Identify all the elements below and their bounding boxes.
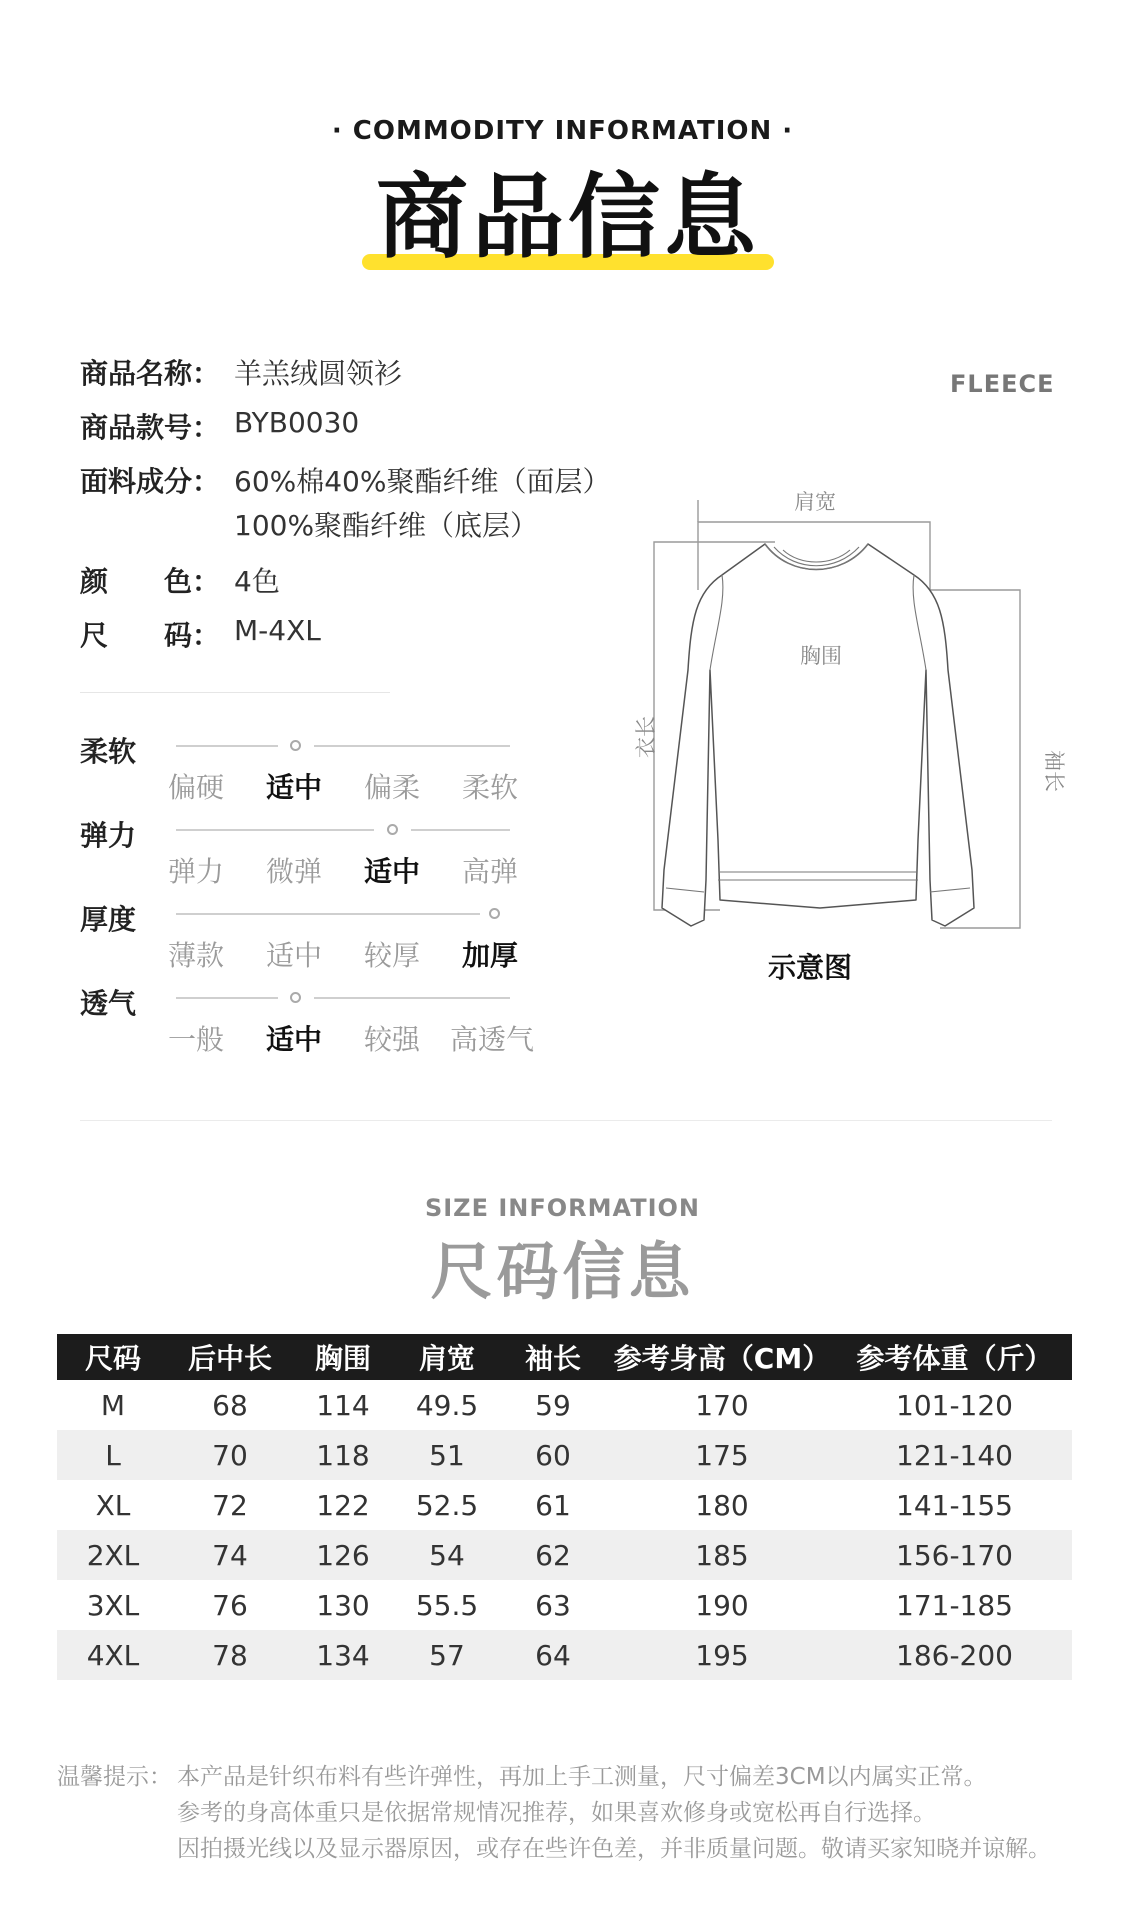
table-row (57, 1430, 1072, 1480)
softness-line-left (176, 745, 278, 747)
fabric-label: 面料成分： (80, 465, 221, 498)
softness-label: 柔软 (80, 735, 137, 768)
table-cell: M (100, 1388, 126, 1422)
size-value: M-4XL (234, 614, 321, 647)
note-line: 参考的身高体重只是依据常规情况推荐，如果喜欢修身或宽松再自行选择。 (177, 1800, 936, 1826)
length-label: 衣长 (634, 716, 658, 758)
elasticity-line-right (411, 829, 510, 831)
table-cell: 175 (607, 1430, 837, 1480)
table-cell: 171-185 (896, 1588, 1013, 1622)
table-cell: 59 (535, 1388, 571, 1422)
table-cell: 57 (395, 1630, 499, 1680)
softness-option: 偏硬 (168, 771, 225, 804)
table-cell: 2XL (57, 1530, 169, 1580)
table-row (57, 1480, 1072, 1530)
thickness-option: 薄款 (168, 939, 225, 972)
table-cell: 61 (535, 1488, 571, 1522)
table-cell: 3XL (86, 1588, 140, 1622)
table-cell: 185 (607, 1530, 837, 1580)
color-value: 4色 (234, 565, 280, 598)
color-label: 颜 色： (80, 565, 221, 598)
breathability-indicator (290, 992, 301, 1003)
table-cell: 134 (291, 1630, 395, 1680)
table-cell: 62 (499, 1530, 607, 1580)
table-cell: 101-120 (896, 1388, 1013, 1422)
table-cell: 52.5 (415, 1488, 479, 1522)
notes-prefix: 温馨提示： (57, 1764, 172, 1790)
table-cell: 126 (291, 1530, 395, 1580)
thickness-option-selected: 加厚 (462, 939, 519, 972)
table-cell: 114 (316, 1388, 370, 1422)
name-value: 羊羔绒圆领衫 (234, 357, 403, 390)
size-table-header (57, 1334, 1072, 1380)
fabric-value-outer: 60%棉40%聚酯纤维（面层） (234, 465, 611, 498)
breathability-label: 透气 (80, 987, 137, 1020)
thickness-option: 适中 (266, 939, 323, 972)
softness-option: 偏柔 (364, 771, 421, 804)
breathability-line-right (314, 997, 510, 999)
table-cell: 54 (395, 1530, 499, 1580)
commodity-title (362, 164, 774, 278)
table-cell: 195 (607, 1630, 837, 1680)
table-cell: 68 (212, 1388, 248, 1422)
table-cell: 190 (695, 1588, 749, 1622)
diagram-caption: 示意图 (768, 951, 853, 984)
table-cell: 70 (169, 1430, 291, 1480)
table-cell: 121-140 (837, 1430, 1072, 1480)
table-cell: 49.5 (415, 1388, 479, 1422)
table-cell: 4XL (57, 1630, 169, 1680)
size-subtitle: SIZE INFORMATION (424, 1194, 701, 1222)
size-title: 尺码信息 (430, 1235, 695, 1308)
table-cell: 78 (169, 1630, 291, 1680)
elasticity-option: 高弹 (462, 855, 519, 888)
section-divider (80, 1120, 1052, 1121)
table-cell: 141-155 (896, 1488, 1013, 1522)
header-cell: 后中长 (169, 1334, 291, 1380)
thickness-line-left (176, 913, 480, 915)
commodity-subtitle: · COMMODITY INFORMATION · (331, 116, 794, 146)
table-cell: 170 (695, 1388, 749, 1422)
table-cell: XL (95, 1488, 131, 1522)
header-cell: 尺码 (57, 1334, 169, 1380)
header-cell: 胸围 (291, 1334, 395, 1380)
table-cell: 76 (212, 1588, 248, 1622)
softness-indicator (290, 740, 301, 751)
table-cell: 63 (535, 1588, 571, 1622)
table-cell: L (57, 1430, 169, 1480)
table-cell: 74 (169, 1530, 291, 1580)
table-cell: 60 (499, 1430, 607, 1480)
style-no-value: BYB0030 (234, 406, 360, 439)
header-cell: 参考身高（CM） (607, 1334, 837, 1380)
size-table (57, 1334, 1072, 1680)
sweatshirt-diagram (640, 500, 1040, 940)
breathability-option: 较强 (364, 1023, 421, 1056)
table-cell: 72 (212, 1488, 248, 1522)
shoulder-width-label: 肩宽 (794, 490, 836, 514)
table-row (57, 1630, 1072, 1680)
breathability-line-left (176, 997, 278, 999)
breathability-option-selected: 适中 (266, 1023, 323, 1056)
commodity-title-text: 商品信息 (375, 164, 760, 271)
table-cell: 118 (291, 1430, 395, 1480)
table-cell: 186-200 (837, 1630, 1072, 1680)
table-cell: 130 (316, 1588, 370, 1622)
name-label: 商品名称： (80, 357, 221, 390)
note-line: 因拍摄光线以及显示器原因，或存在些许色差，并非质量问题。敬请买家知晓并谅解。 (177, 1836, 1051, 1862)
fabric-value-inner: 100%聚酯纤维（底层） (234, 509, 539, 542)
table-cell: 122 (316, 1488, 370, 1522)
elasticity-label: 弹力 (80, 819, 137, 852)
table-cell: 64 (499, 1630, 607, 1680)
table-cell: 156-170 (837, 1530, 1072, 1580)
breathability-option: 高透气 (450, 1023, 535, 1056)
thickness-option: 较厚 (364, 939, 421, 972)
elasticity-indicator (387, 824, 398, 835)
sleeve-length-label: 袖长 (1042, 750, 1066, 792)
header-cell: 肩宽 (395, 1334, 499, 1380)
fleece-tag: FLEECE (950, 370, 1055, 398)
info-divider (80, 692, 390, 693)
note-line: 本产品是针织布料有些许弹性，再加上手工测量，尺寸偏差3CM以内属实正常。 (177, 1764, 987, 1790)
table-row (57, 1580, 1072, 1630)
table-row (57, 1380, 1072, 1430)
softness-option: 柔软 (462, 771, 519, 804)
table-row (57, 1530, 1072, 1580)
thickness-indicator (489, 908, 500, 919)
elasticity-option-selected: 适中 (364, 855, 421, 888)
header-cell: 参考体重（斤） (837, 1334, 1072, 1380)
thickness-label: 厚度 (80, 903, 137, 936)
breathability-option: 一般 (168, 1023, 225, 1056)
chest-label: 胸围 (800, 644, 842, 668)
header-cell: 袖长 (499, 1334, 607, 1380)
elasticity-option: 微弹 (266, 855, 323, 888)
table-cell: 55.5 (415, 1588, 479, 1622)
softness-option-selected: 适中 (266, 771, 323, 804)
softness-line-right (314, 745, 510, 747)
elasticity-line-left (176, 829, 374, 831)
table-cell: 51 (395, 1430, 499, 1480)
table-cell: 180 (695, 1488, 749, 1522)
size-label: 尺 码： (80, 619, 221, 652)
elasticity-option: 弹力 (168, 855, 225, 888)
style-no-label: 商品款号： (80, 411, 221, 444)
